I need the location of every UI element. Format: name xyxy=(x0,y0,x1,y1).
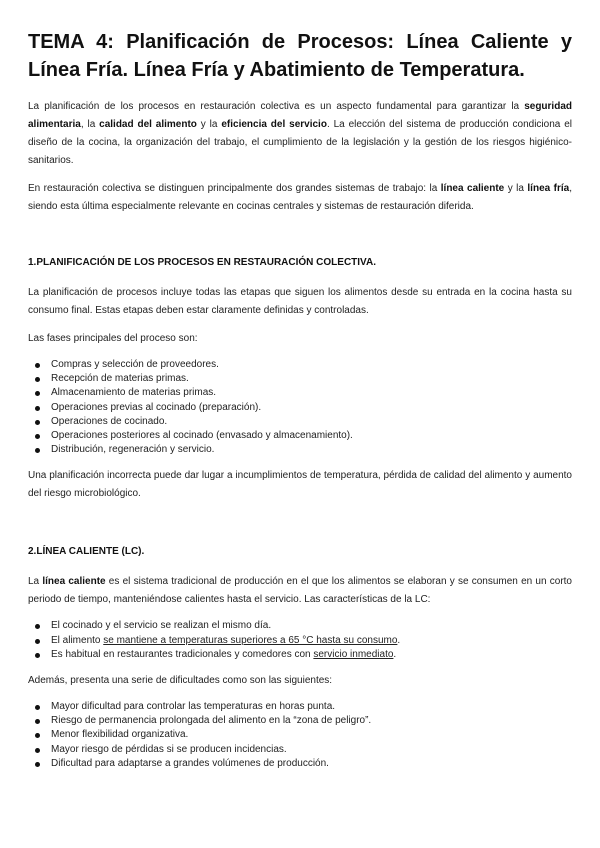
list-item: Mayor riesgo de pérdidas si se producen incidencias. xyxy=(28,743,572,757)
section-2-paragraph-2: Además, presenta una serie de dificultades como son las siguientes: xyxy=(28,675,333,687)
bold-run: línea caliente xyxy=(440,183,505,194)
text-run: . xyxy=(393,648,397,660)
text-run: La planificación de los procesos en restauración colectiva es un aspecto fundamental para garantizar la xyxy=(28,101,525,112)
list-item: Operaciones posteriores al cocinado (envasado y almacenamiento). xyxy=(28,429,572,443)
section-2-paragraph-1 xyxy=(28,573,572,609)
features-list xyxy=(28,619,572,662)
bold-run: línea fría xyxy=(527,183,570,194)
bold-run: calidad del alimento xyxy=(99,119,197,130)
list-item: Menor flexibilidad organizativa. xyxy=(28,728,572,742)
text-run: El alimento xyxy=(51,634,104,646)
intro-paragraph-1 xyxy=(28,98,572,170)
bold-run: línea caliente xyxy=(42,576,106,588)
bold-run: eficiencia del servicio xyxy=(221,119,327,130)
section-1-paragraph-1: La planificación de procesos incluye todas las etapas que siguen los alimentos desde su entrada en la cocina hasta su consumo final. Estas etapas deben estar claramente definidas y controladas. xyxy=(28,287,572,316)
text-run: es el sistema tradicional de producción en el que los alimentos se elaboran y se consumen en un corto periodo de tiempo, manteniéndose calientes hasta el servicio. Las características de la LC: xyxy=(28,576,572,606)
text-run: La xyxy=(28,576,43,588)
list-item: El cocinado y el servicio se realizan el mismo día. xyxy=(28,619,572,633)
list-item: Distribución, regeneración y servicio. xyxy=(28,443,572,457)
text-run: En restauración colectiva se distinguen principalmente dos grandes sistemas de trabajo: la xyxy=(28,183,441,194)
text-run: , siendo esta última especialmente relevante en cocinas centrales y sistemas de restauración diferida. xyxy=(28,183,572,212)
list-item: Compras y selección de proveedores. xyxy=(28,358,572,372)
list-item xyxy=(28,648,572,662)
text-run: . xyxy=(397,634,401,646)
text-run: . La elección del sistema de producción condiciona el diseño de la cocina, la organización del trabajo, el cumplimiento de la legislación y la gestión de los riesgos higiénico-sanitarios. xyxy=(28,119,572,166)
intro-paragraph-2 xyxy=(28,180,572,216)
bold-run: seguridad alimentaria xyxy=(28,101,572,130)
list-item: Riesgo de permanencia prolongada del alimento en la “zona de peligro”. xyxy=(28,714,572,728)
list-item: Almacenamiento de materias primas. xyxy=(28,386,572,400)
section-2-heading: 2.LÍNEA CALIENTE (LC). xyxy=(28,546,145,558)
section-1-heading: 1.PLANIFICACIÓN DE LOS PROCESOS EN RESTAURACIÓN COLECTIVA. xyxy=(28,257,376,268)
phases-list xyxy=(28,358,572,457)
document-title: TEMA 4: Planificación de Procesos: Línea Caliente y Línea Fría. Línea Fría y Abatimiento de Temperatura. xyxy=(28,31,572,81)
list-item: Dificultad para adaptarse a grandes volúmenes de producción. xyxy=(28,757,572,771)
underlined-run: servicio inmediato xyxy=(313,648,394,660)
difficulties-list xyxy=(28,700,572,771)
list-item: Recepción de materias primas. xyxy=(28,372,572,386)
underlined-run: se mantiene a temperaturas superiores a 65 °C hasta su consumo xyxy=(103,634,398,646)
section-1-paragraph-2: Las fases principales del proceso son: xyxy=(28,333,198,344)
text-run: Es habitual en restaurantes tradicionales y comedores con xyxy=(51,648,314,660)
list-item xyxy=(28,634,572,648)
list-item: Operaciones previas al cocinado (preparación). xyxy=(28,401,572,415)
text-run: , la xyxy=(80,119,100,130)
section-1-paragraph-3: Una planificación incorrecta puede dar lugar a incumplimientos de temperatura, pérdida de calidad del alimento y aumento del riesgo microbiológico. xyxy=(28,470,572,500)
text-run: y la xyxy=(504,183,528,194)
list-item: Operaciones de cocinado. xyxy=(28,415,572,429)
text-run: y la xyxy=(196,119,222,130)
list-item: Mayor dificultad para controlar las temperaturas en horas punta. xyxy=(28,700,572,714)
